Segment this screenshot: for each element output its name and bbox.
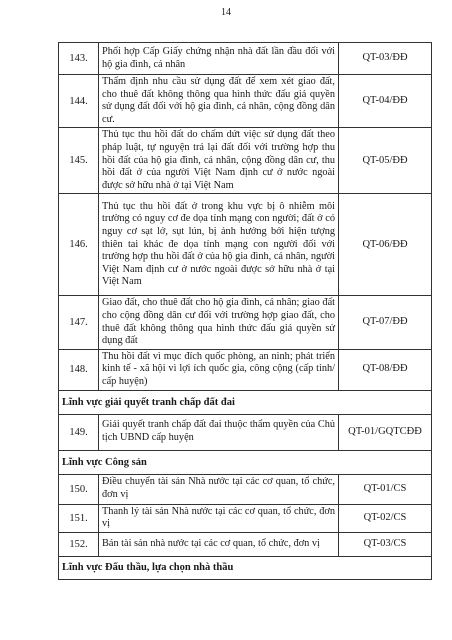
procedure-name: Thu hồi đất vì mục đích quốc phòng, an ninh; phát triển kinh tế - xã hội vì lợi ích quốc gia, công cộng (cấp tỉnh/ cấp huyện) — [99, 349, 339, 390]
table-row — [59, 504, 432, 532]
row-number: 146. — [59, 194, 99, 296]
section-header-row — [59, 450, 432, 474]
section-title: Lĩnh vực Công sản — [59, 450, 432, 474]
procedure-code: QT-01/GQTCĐĐ — [339, 414, 432, 450]
row-number: 152. — [59, 532, 99, 556]
procedure-code: QT-03/CS — [339, 532, 432, 556]
procedure-code: QT-07/ĐĐ — [339, 296, 432, 349]
procedure-name: Giải quyết tranh chấp đất đai thuộc thẩm quyền của Chủ tịch UBND cấp huyện — [99, 414, 339, 450]
table-row — [59, 414, 432, 450]
procedure-code: QT-06/ĐĐ — [339, 194, 432, 296]
row-number: 150. — [59, 474, 99, 504]
row-number: 144. — [59, 75, 99, 128]
page-number: 14 — [221, 7, 231, 18]
row-number: 148. — [59, 349, 99, 390]
section-title: Lĩnh vực giải quyết tranh chấp đất đai — [59, 390, 432, 414]
procedure-table — [58, 42, 432, 580]
table-row — [59, 128, 432, 194]
procedure-code: QT-03/ĐĐ — [339, 43, 432, 75]
procedure-name: Thủ tục thu hồi đất ở trong khu vực bị ô nhiễm môi trường có nguy cơ đe dọa tính mạng con người; đất ở có nguy cơ sạt lở, sụt lún, bị ảnh hưởng bởi hiện tượng thiên tai khác đe dọa tính mạng con người đối với trường hợp thu hồi đất ở của hộ gia đình, cá nhân, người Việt Nam định cư ở nước ngoài được sở hữu nhà ở tại Việt Nam — [99, 194, 339, 296]
table-row — [59, 296, 432, 349]
table-row — [59, 194, 432, 296]
table-row — [59, 43, 432, 75]
table-row — [59, 474, 432, 504]
procedure-code: QT-02/CS — [339, 504, 432, 532]
section-title: Lĩnh vực Đấu thầu, lựa chọn nhà thầu — [59, 556, 432, 579]
procedure-code: QT-01/CS — [339, 474, 432, 504]
procedure-name: Thủ tục thu hồi đất do chấm dứt việc sử dụng đất theo pháp luật, tự nguyện trả lại đất đối với trường hợp thu hồi đất của hộ gia đình, cá nhân, cộng đồng dân cư, thu hồi đất ở của người Việt Nam định cư ở nước ngoài được sở hữu nhà ở tại Việt Nam — [99, 128, 339, 194]
procedure-name: Phối hợp Cấp Giấy chứng nhận nhà đất lần đầu đối với hộ gia đình, cá nhân — [99, 43, 339, 75]
procedure-name: Thẩm định nhu cầu sử dụng đất để xem xét giao đất, cho thuê đất không thông qua hình thức đấu giá quyền sử dụng đất đối với hộ gia đình, cá nhân, cộng đồng dân cư. — [99, 75, 339, 128]
row-number: 143. — [59, 43, 99, 75]
row-number: 147. — [59, 296, 99, 349]
procedure-name: Bán tài sản nhà nước tại các cơ quan, tổ chức, đơn vị — [99, 532, 339, 556]
procedure-name: Điều chuyển tài sản Nhà nước tại các cơ quan, tổ chức, đơn vị — [99, 474, 339, 504]
procedure-code: QT-04/ĐĐ — [339, 75, 432, 128]
procedure-code: QT-05/ĐĐ — [339, 128, 432, 194]
procedure-code: QT-08/ĐĐ — [339, 349, 432, 390]
table-row — [59, 75, 432, 128]
row-number: 151. — [59, 504, 99, 532]
row-number: 149. — [59, 414, 99, 450]
table-row — [59, 532, 432, 556]
table-row — [59, 349, 432, 390]
section-header-row — [59, 556, 432, 579]
section-header-row — [59, 390, 432, 414]
procedure-name: Giao đất, cho thuê đất cho hộ gia đình, cá nhân; giao đất cho cộng đồng dân cư đối với trường hợp giao đất, cho thuê đất không thông qua hình thức đấu giá quyền sử dụng đất — [99, 296, 339, 349]
row-number: 145. — [59, 128, 99, 194]
procedure-name: Thanh lý tài sản Nhà nước tại các cơ quan, tổ chức, đơn vị — [99, 504, 339, 532]
